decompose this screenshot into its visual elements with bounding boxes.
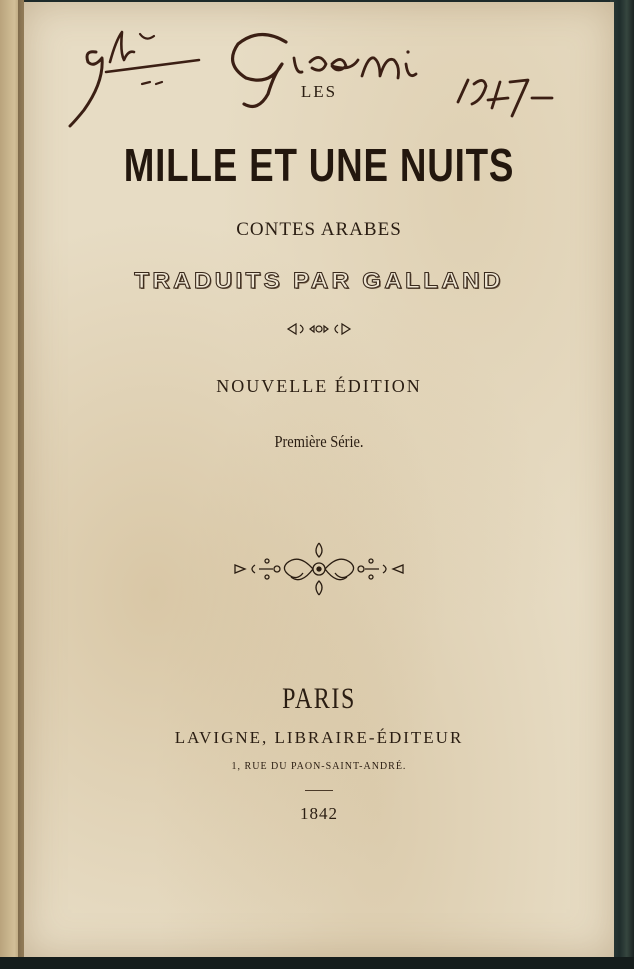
series-statement: Première Série. xyxy=(274,432,364,451)
translator-credit: TRADUITS PAR GALLAND xyxy=(134,268,504,293)
book-title: MILLE ET UNE NUITS xyxy=(123,139,515,191)
title-article: LES xyxy=(300,82,338,101)
small-fleuron-ornament-icon xyxy=(286,322,352,336)
imprint-year: 1842 xyxy=(300,804,338,823)
divider-rule xyxy=(305,790,333,791)
edition-statement: NOUVELLE ÉDITION xyxy=(216,376,422,396)
imprint-publisher: LAVIGNE, LIBRAIRE-ÉDITEUR xyxy=(174,728,464,747)
imprint-city: PARIS xyxy=(282,682,356,715)
handwritten-inscription xyxy=(24,2,614,162)
large-scroll-ornament-icon xyxy=(229,537,409,601)
imprint-address: 1, RUE DU PAON-SAINT-ANDRÉ. xyxy=(231,761,407,772)
book-subtitle: CONTES ARABES xyxy=(236,219,402,240)
book-bottom-edge xyxy=(0,957,634,969)
